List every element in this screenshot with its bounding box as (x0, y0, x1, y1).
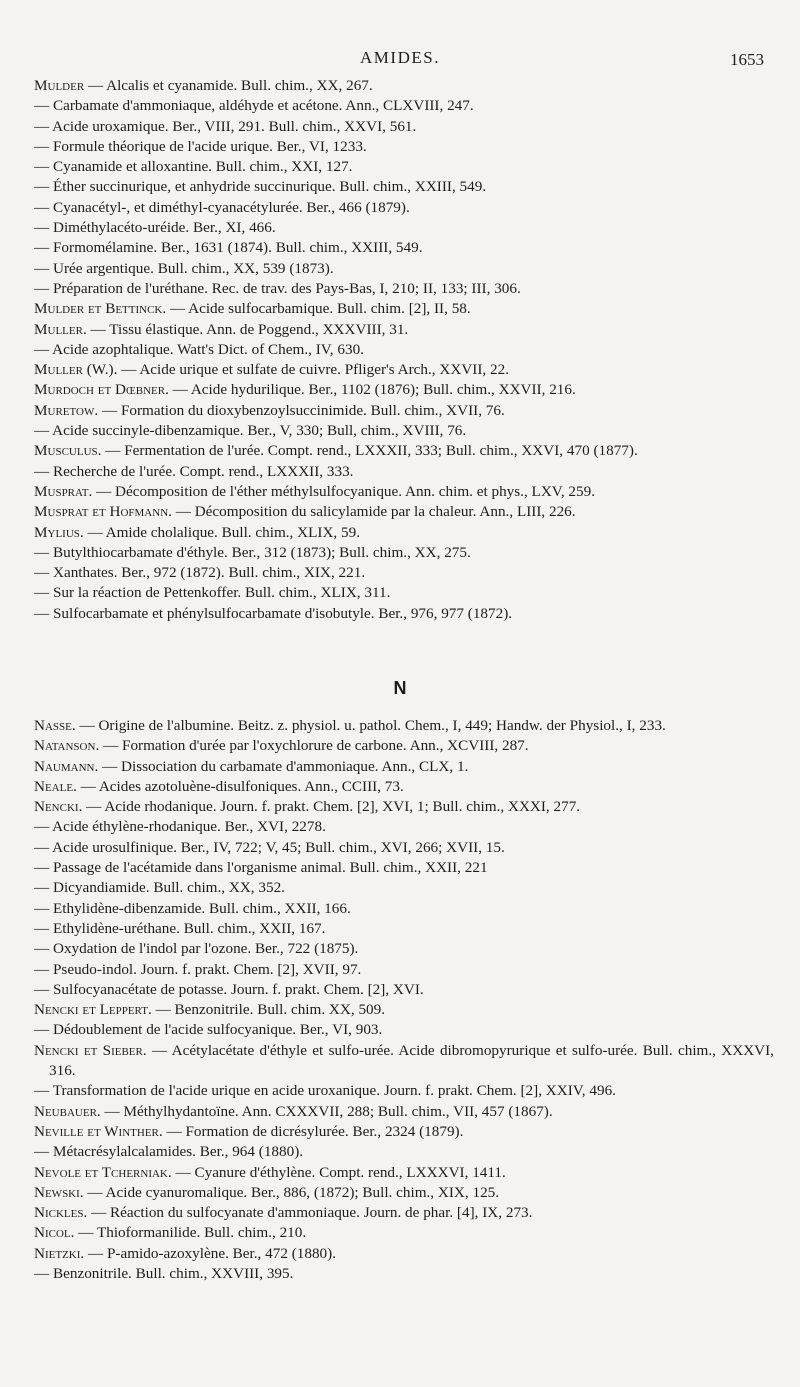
bibliography-entry (34, 878, 774, 898)
bibliography-entry (34, 543, 774, 563)
bibliography-entry (34, 238, 774, 258)
author-name: Naumann (34, 757, 95, 775)
page-number: 1653 (730, 50, 764, 69)
entry-text: . — Acide cyanuromalique. Ber., 886, (1872); Bull. chim., XIX, 125. (79, 1183, 500, 1201)
bibliography-entry (34, 1163, 774, 1183)
entry-text: . — Acétylacétate d'éthyle et sulfo-urée. Acide dibromopyrurique et sulfo-urée. Bull. chim., XXXVI, 316. (49, 1041, 774, 1080)
bibliography-entry (34, 1264, 774, 1284)
author-name: Nasse (34, 717, 72, 734)
entry-text: . — Amide cholalique. Bull. chim., XLIX, 59. (79, 523, 360, 541)
entry-text: . — Cyanure d'éthylène. Compt. rend., LXXXVI, 1411. (167, 1163, 506, 1181)
bibliography-entry (34, 1000, 774, 1020)
entry-text: — Recherche de l'urée. Compt. rend., LXXXII, 333. (34, 462, 354, 480)
bibliography-entry (34, 919, 774, 939)
entry-text: . — Thioformanilide. Bull. chim., 210. (70, 1224, 307, 1242)
entry-text: — Sulfocyanacétate de potasse. Journ. f. prakt. Chem. [2], XVI. (34, 980, 424, 998)
entry-text: — Sur la réaction de Pettenkoffer. Bull. chim., XLIX, 311. (34, 584, 391, 602)
entry-text: — Acide urosulfinique. Ber., IV, 722; V, 45; Bull. chim., XVI, 266; XVII, 15. (34, 838, 505, 856)
entry-text: — Éther succinurique, et anhydride succinurique. Bull. chim., XXIII, 549. (34, 178, 487, 196)
bibliography-entry (34, 1020, 774, 1040)
author-name: Nencki (34, 798, 79, 816)
entry-text: — Xanthates. Ber., 972 (1872). Bull. chim., XIX, 221. (34, 564, 366, 582)
entry-text: — Benzonitrile. Bull. chim., XXVIII, 395. (34, 1265, 294, 1283)
entry-text: . — Fermentation de l'urée. Compt. rend., LXXXII, 333; Bull. chim., XXVI, 470 (1877). (97, 442, 638, 460)
bibliography-entry (34, 360, 774, 380)
author-name: Nickles (34, 1204, 84, 1222)
bibliography-entry (34, 523, 774, 543)
entry-text: . — Benzonitrile. Bull. chim. XX, 509. (147, 1001, 386, 1019)
entry-text: — Transformation de l'acide urique en acide uroxanique. Journ. f. prakt. Chem. [2], XXIV, 496. (34, 1082, 616, 1100)
entry-text: . — Formation de dicrésylurée. Ber., 2324 (1879). (158, 1122, 464, 1140)
bibliography-entry (34, 502, 774, 522)
bibliography-entry (34, 76, 774, 96)
bibliography-entry (34, 1244, 774, 1264)
entry-text: . — Décomposition du salicylamide par la chaleur. Ann., LIII, 226. (168, 503, 576, 521)
entry-text: . — Formation du dioxybenzoylsuccinimide. Bull. chim., XVII, 76. (94, 401, 505, 419)
bibliography-entry (34, 137, 774, 157)
author-name: Neubauer (34, 1102, 97, 1120)
entry-text: — Pseudo-indol. Journ. f. prakt. Chem. [2], XVII, 97. (34, 960, 362, 978)
author-name: Nevole et Tcherniak (34, 1163, 168, 1181)
author-name: Mylius (34, 523, 80, 541)
entry-text: — Acide éthylène-rhodanique. Ber., XVI, 2278. (34, 818, 326, 836)
bibliography-entry (34, 117, 774, 137)
entry-text: — Sulfocarbamate et phénylsulfocarbamate d'isobutyle. Ber., 976, 977 (1872). (34, 604, 513, 622)
bibliography-entry (34, 340, 774, 360)
bibliography-entry (34, 96, 774, 116)
bibliography-entry (34, 157, 774, 177)
bibliography-entry (34, 817, 774, 837)
author-name: Nietzki (34, 1244, 81, 1262)
bibliography-entry (34, 899, 774, 919)
entry-text: — Carbamate d'ammoniaque, aldéhyde et acétone. Ann., CLXVIII, 247. (34, 97, 474, 115)
entry-text: . — Acide hydurilique. Ber., 1102 (1876); Bull. chim., XXVII, 216. (165, 381, 576, 399)
bibliography-entry (34, 757, 774, 777)
section-letter: N (393, 678, 407, 698)
bibliography-entry (34, 777, 774, 797)
bibliography-entry (34, 716, 774, 736)
bibliography-list-m (34, 76, 774, 624)
bibliography-entry (34, 1041, 774, 1082)
bibliography-entry (34, 1081, 774, 1101)
author-name: Musculus (34, 442, 98, 460)
author-name: Nencki et Leppert (34, 1001, 148, 1019)
entry-text: — Cyanacétyl-, et diméthyl-cyanacétylurée. Ber., 466 (1879). (34, 198, 410, 216)
entry-text: . — Réaction du sulfocyanate d'ammoniaque. Journ. de phar. [4], IX, 273. (83, 1204, 533, 1222)
bibliography-entry (34, 563, 774, 583)
entry-text: — Cyanamide et alloxantine. Bull. chim., XXI, 127. (34, 158, 353, 176)
entry-text: . — Dissociation du carbamate d'ammoniaque. Ann., CLX, 1. (94, 757, 469, 775)
entry-text: — Métacrésylalcalamides. Ber., 964 (1880). (34, 1143, 304, 1161)
bibliography-list-n (34, 716, 774, 1284)
entry-text: . — Formation d'urée par l'oxychlorure de carbone. Ann., XCVIII, 287. (95, 737, 529, 755)
entry-text: — Acide azophtalique. Watt's Dict. of Chem., IV, 630. (34, 340, 364, 358)
entry-text: — Butylthiocarbamate d'éthyle. Ber., 312 (1873); Bull. chim., XX, 275. (34, 543, 471, 561)
running-title: AMIDES. (360, 48, 440, 67)
author-name: Neville et Winther (34, 1122, 159, 1140)
author-name: Mulder et Bettinck (34, 300, 163, 318)
entry-text: . — Acides azotoluène-disulfoniques. Ann., CCIII, 73. (73, 777, 404, 795)
author-name: Murdoch et Dœbner (34, 381, 166, 399)
bibliography-entry (34, 177, 774, 197)
entry-text: . — Origine de l'albumine. Beitz. z. physiol. u. pathol. Chem., I, 449; Handw. der Physiol., I, 233. (71, 717, 666, 734)
bibliography-entry (34, 421, 774, 441)
author-name: Muretow (34, 401, 95, 419)
bibliography-entry (34, 583, 774, 603)
bibliography-entry (34, 1203, 774, 1223)
author-name: Newski (34, 1183, 80, 1201)
entry-text: . — P-amido-azoxylène. Ber., 472 (1880). (80, 1244, 337, 1262)
author-name: Musprat et Hofmann (34, 503, 169, 521)
entry-text: — Formomélamine. Ber., 1631 (1874). Bull. chim., XXIII, 549. (34, 239, 423, 257)
bibliography-entry (34, 736, 774, 756)
author-name: Natanson (34, 737, 96, 755)
entry-text: — Diméthylacéto-uréide. Ber., XI, 466. (34, 219, 276, 237)
entry-text: — Alcalis et cyanamide. Bull. chim., XX, 267. (84, 77, 373, 94)
entry-text: — Dicyandiamide. Bull. chim., XX, 352. (34, 879, 285, 897)
bibliography-entry (34, 980, 774, 1000)
bibliography-entry (34, 320, 774, 340)
bibliography-entry (34, 1122, 774, 1142)
page-header (0, 46, 800, 74)
bibliography-entry (34, 482, 774, 502)
entry-text: — Préparation de l'uréthane. Rec. de trav. des Pays-Bas, I, 210; II, 133; III, 306. (34, 279, 521, 297)
entry-text: — Acide uroxamique. Ber., VIII, 291. Bull. chim., XXVI, 561. (34, 117, 417, 135)
bibliography-entry (34, 1102, 774, 1122)
bibliography-entry (34, 604, 774, 624)
bibliography-entry (34, 797, 774, 817)
bibliography-entry (34, 279, 774, 299)
bibliography-entry (34, 1223, 774, 1243)
entry-text: . — Décomposition de l'éther méthylsulfocyanique. Ann. chim. et phys., LXV, 259. (88, 482, 595, 500)
entry-text: — Ethylidène-dibenzamide. Bull. chim., XXII, 166. (34, 899, 351, 917)
entry-text: — Ethylidène-uréthane. Bull. chim., XXII, 167. (34, 919, 326, 937)
entry-text: — Dédoublement de l'acide sulfocyanique. Ber., VI, 903. (34, 1021, 383, 1039)
author-name: Nencki et Sieber (34, 1041, 143, 1059)
entry-text: . — Acide sulfocarbamique. Bull. chim. [2], II, 58. (162, 300, 471, 318)
author-name: Muller (34, 320, 83, 338)
author-name: Muller (34, 361, 83, 379)
bibliography-entry (34, 380, 774, 400)
entry-text: . — Tissu élastique. Ann. de Poggend., XXXVIII, 31. (82, 320, 409, 338)
bibliography-entry (34, 441, 774, 461)
bibliography-entry (34, 198, 774, 218)
bibliography-entry (34, 401, 774, 421)
author-name: Musprat (34, 482, 89, 500)
entry-text: — Passage de l'acétamide dans l'organisme animal. Bull. chim., XXII, 221 (34, 859, 488, 877)
bibliography-entry (34, 299, 774, 319)
entry-text: — Urée argentique. Bull. chim., XX, 539 (1873). (34, 259, 334, 277)
entry-text: — Formule théorique de l'acide urique. Ber., VI, 1233. (34, 137, 367, 155)
author-name: Neale (34, 777, 74, 795)
entry-text: . — Méthylhydantoïne. Ann. CXXXVII, 288; Bull. chim., VII, 457 (1867). (96, 1102, 553, 1120)
entry-text: — Oxydation de l'indol par l'ozone. Ber., 722 (1875). (34, 940, 359, 958)
bibliography-entry (34, 1142, 774, 1162)
bibliography-entry (34, 939, 774, 959)
author-name: Mulder (34, 77, 85, 94)
bibliography-entry (34, 838, 774, 858)
entry-text: (W.). — Acide urique et sulfate de cuivre. Pfliger's Arch., XXVII, 22. (82, 361, 509, 379)
bibliography-entry (34, 218, 774, 238)
bibliography-entry (34, 960, 774, 980)
entry-text: — Acide succinyle-dibenzamique. Ber., V, 330; Bull, chim., XVIII, 76. (34, 422, 467, 440)
author-name: Nicol (34, 1224, 71, 1242)
bibliography-entry (34, 462, 774, 482)
bibliography-entry (34, 259, 774, 279)
bibliography-entry (34, 858, 774, 878)
entry-text: . — Acide rhodanique. Journ. f. prakt. Chem. [2], XVI, 1; Bull. chim., XXXI, 277. (78, 798, 581, 816)
bibliography-entry (34, 1183, 774, 1203)
